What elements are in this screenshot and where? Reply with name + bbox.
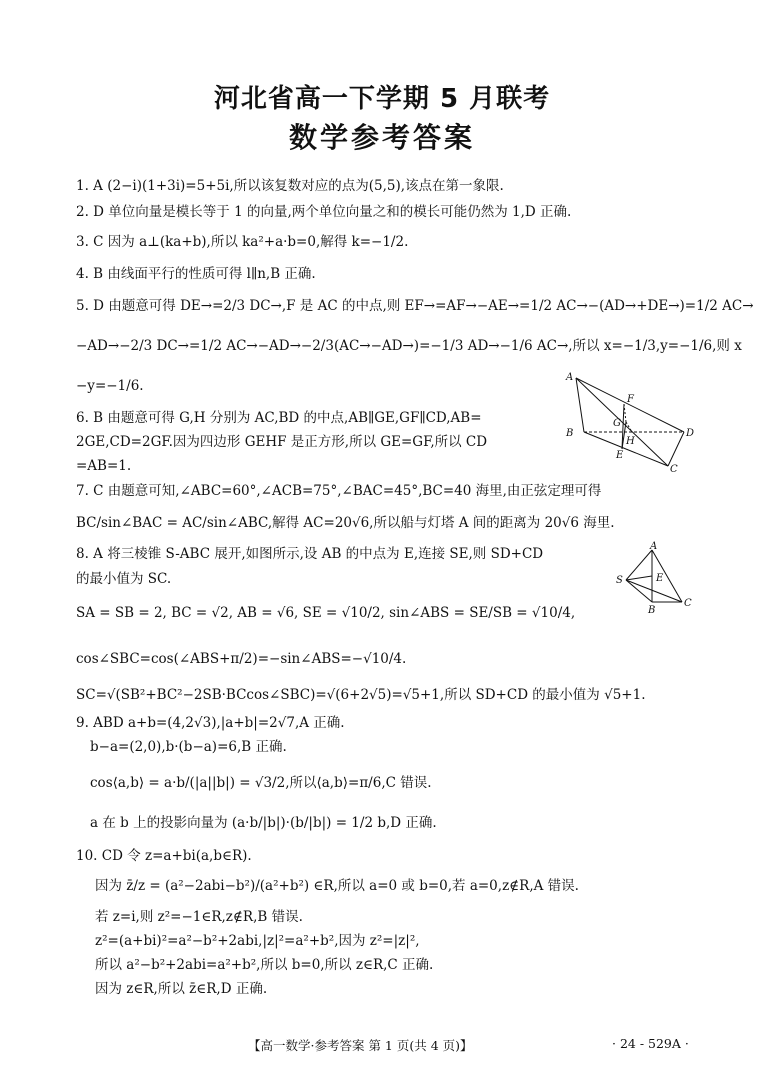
figure6-label: F <box>627 394 634 405</box>
answer-line: 因为 z∈R,所以 z̄∈R,D 正确. <box>95 981 268 997</box>
figure8-label: S <box>616 575 623 586</box>
answer-line: SA = SB = 2, BC = √2, AB = √6, SE = √10/2, sin∠ABS = SE/SB = √10/4, <box>76 605 576 621</box>
page-title: 河北省高一下学期 5 月联考 <box>213 84 551 114</box>
answer-line: 若 z=i,则 z²=−1∈R,z∉R,B 错误. <box>95 909 303 925</box>
answer-line: 的最小值为 SC. <box>76 571 172 587</box>
answer-line: 4. B 由线面平行的性质可得 l∥n,B 正确. <box>76 266 316 282</box>
figure6-label: C <box>670 464 678 475</box>
answer-line: 6. B 由题意可得 G,H 分别为 AC,BD 的中点,AB∥GE,GF∥CD,AB= <box>76 410 482 426</box>
figure6-label: H <box>626 436 635 447</box>
answer-line: 1. A (2−i)(1+3i)=5+5i,所以该复数对应的点为(5,5),该点在第一象限. <box>76 178 504 194</box>
answer-line: 3. C 因为 a⊥(ka+b),所以 ka²+a·b=0,解得 k=−1/2. <box>76 234 409 250</box>
answer-line: b−a=(2,0),b·(b−a)=6,B 正确. <box>90 739 287 755</box>
figure-q6-tetrahedron <box>560 368 700 476</box>
figure6-label: G <box>613 418 621 429</box>
figure8-label: A <box>650 541 658 552</box>
answer-line: a 在 b 上的投影向量为 (a·b/|b|)·(b/|b|) = 1/2 b,D 正确. <box>90 815 437 831</box>
figure8-label: B <box>648 605 656 616</box>
figure6-label: A <box>566 372 574 383</box>
answer-line: =AB=1. <box>76 458 132 474</box>
document-code: · 24 - 529A · <box>612 1036 689 1051</box>
answer-line: 2GE,CD=2GF.因为四边形 GEHF 是正方形,所以 GE=GF,所以 CD <box>76 434 488 450</box>
figure6-label: B <box>566 428 574 439</box>
answer-line: cos∠SBC=cos(∠ABS+π/2)=−sin∠ABS=−√10/4. <box>76 651 407 667</box>
figure-q8-unfolded-pyramid <box>612 540 698 616</box>
answer-line: 2. D 单位向量是模长等于 1 的向量,两个单位向量之和的模长可能仍然为 1,D 正确. <box>76 204 572 220</box>
answer-line: SC=√(SB²+BC²−2SB·BCcos∠SBC)=√(6+2√5)=√5+1,所以 SD+CD 的最小值为 √5+1. <box>76 687 646 703</box>
figure8-label: E <box>656 573 664 584</box>
answer-line: 8. A 将三棱锥 S-ABC 展开,如图所示,设 AB 的中点为 E,连接 SE,则 SD+CD <box>76 546 544 562</box>
page-subtitle: 数学参考答案 <box>288 121 475 154</box>
page-footer: 【高一数学·参考答案 第 1 页(共 4 页)】 <box>248 1038 473 1053</box>
figure8-label: C <box>684 598 692 609</box>
answer-line: −y=−1/6. <box>76 378 144 394</box>
answer-line: 7. C 由题意可知,∠ABC=60°,∠ACB=75°,∠BAC=45°,BC=40 海里,由正弦定理可得 <box>76 483 602 499</box>
answer-line: 5. D 由题意可得 DE→=2/3 DC→,F 是 AC 的中点,则 EF→=AF→−AE→=1/2 AC→−(AD→+DE→)=1/2 AC→ <box>76 298 754 314</box>
figure6-label: E <box>616 450 624 461</box>
answer-line: −AD→−2/3 DC→=1/2 AC→−AD→−2/3(AC→−AD→)=−1/3 AD→−1/6 AC→,所以 x=−1/3,y=−1/6,则 x <box>76 338 742 354</box>
answer-line: 因为 z̄/z = (a²−2abi−b²)/(a²+b²) ∈R,所以 a=0 或 b=0,若 a=0,z∉R,A 错误. <box>95 878 579 894</box>
answer-line: 10. CD 令 z=a+bi(a,b∈R). <box>76 848 252 864</box>
answer-line: z²=(a+bi)²=a²−b²+2abi,|z|²=a²+b²,因为 z²=|z|², <box>95 933 420 949</box>
answer-line: 9. ABD a+b=(4,2√3),|a+b|=2√7,A 正确. <box>76 715 345 731</box>
answer-line: cos⟨a,b⟩ = a·b/(|a||b|) = √3/2,所以⟨a,b⟩=π/6,C 错误. <box>90 775 432 791</box>
figure6-label: D <box>686 428 695 439</box>
answer-line: 所以 a²−b²+2abi=a²+b²,所以 b=0,所以 z∈R,C 正确. <box>95 957 434 973</box>
answer-line: BC/sin∠BAC = AC/sin∠ABC,解得 AC=20√6,所以船与灯塔 A 间的距离为 20√6 海里. <box>76 515 615 531</box>
